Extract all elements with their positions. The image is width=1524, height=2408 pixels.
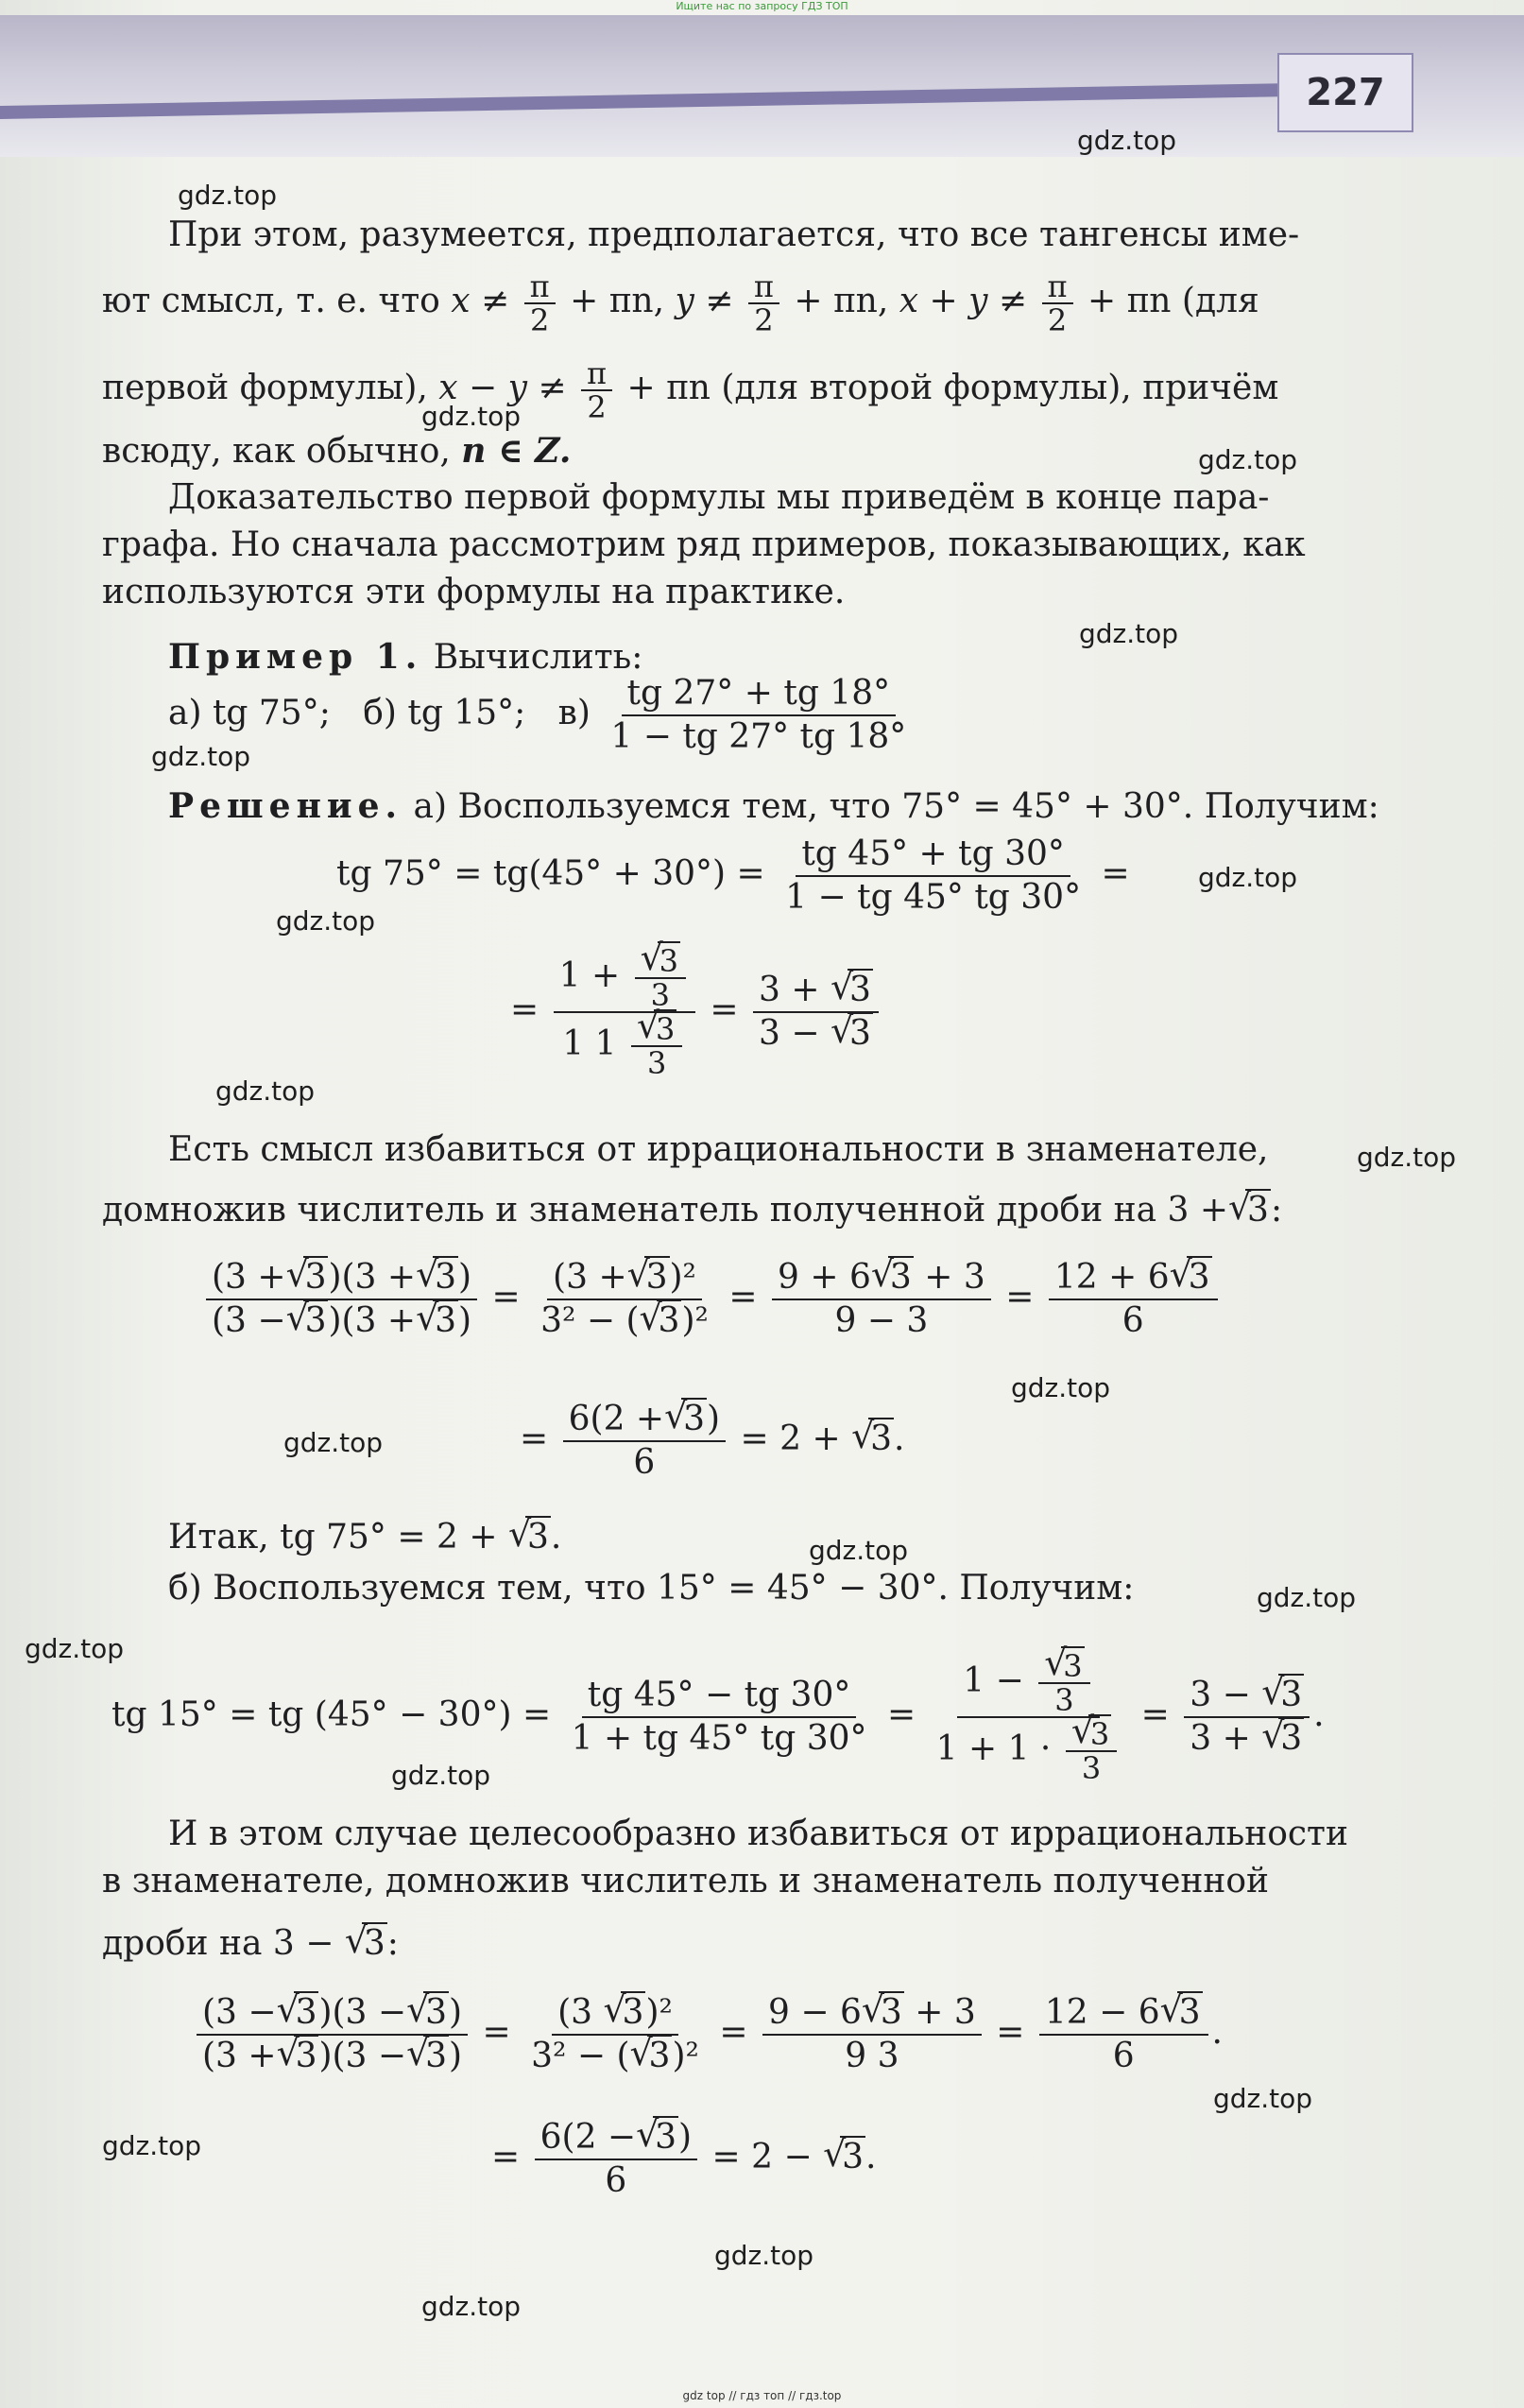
para1-line1: При этом, разумеется, предполагается, что все тангенсы име- xyxy=(168,215,1300,254)
watermark: gdz.top xyxy=(1213,2083,1313,2114)
watermark: gdz.top xyxy=(809,1535,909,1566)
example1-heading: Пример 1. Вычислить: xyxy=(168,637,643,677)
watermark: gdz.top xyxy=(151,741,251,772)
para1-line4: всюду, как обычно, n ∈ Z. xyxy=(102,431,572,471)
equation-tg15: tg 15° = tg (45° − 30°) = $\frac{tg 45^\circ - tg 30^\circ}{1 + tg 45^\circ tg 30^\circ}$ = 1 − √ $\frac{3}{3}$ 1 + 1 · √ $\frac{3}{3}$ = $\frac{3 - √ 3}{3 + √ 3}$ . xyxy=(111,1650,1325,1784)
pi-over-2: $\frac{\pi}{2}$ xyxy=(524,270,556,336)
footer[interactable]: gdz top // гдз топ // гдз.top xyxy=(682,2389,842,2402)
watermark: gdz.top xyxy=(1011,1372,1111,1403)
irrationality-text-4: в знаменателе, домножив числитель и знаменатель полученной xyxy=(102,1862,1270,1901)
pi-over-2: $\frac{\pi}{2}$ xyxy=(1042,270,1073,336)
para1-line2: ют смысл, т. е. что x ≠ $\frac{\pi}{2}$ + πn, y ≠ $\frac{\pi}{2}$ + πn, x + y ≠ $\frac{\pi}{2}$ + πn (для xyxy=(102,268,1259,338)
solution-b-intro: б) Воспользуемся тем, что 15° = 45° − 30°. Получим: xyxy=(168,1569,1135,1608)
para1-line3: первой формулы), x − y ≠ $\frac{\pi}{2}$ + πn (для второй формулы), причём xyxy=(102,355,1279,425)
watermark: gdz.top xyxy=(215,1075,316,1107)
header-stripe xyxy=(0,83,1294,119)
para2-line1: Доказательство первой формулы мы приведём в конце пара- xyxy=(168,478,1270,517)
para2-line3: используются эти формулы на практике. xyxy=(102,573,846,611)
watermark: gdz.top xyxy=(1198,444,1298,475)
equation-rationalize-a: $\frac{(3 +√ 3)(3 +√ 3)}{(3 -√ 3)(3 +√ 3)}$ = $\frac{\text{(3 +√ 3)²}}{\text{3² − (√ 3)²}}$ = $\frac{9 + 6√ 3 + 3}{9 - 3}$ = $\frac{12 + 6√ 3}{6}$ xyxy=(202,1257,1222,1342)
pi-over-2: $\frac{\pi}{2}$ xyxy=(581,357,612,423)
watermark: gdz.top xyxy=(178,180,278,211)
equation-tg75: tg 75° = tg(45° + 30°) = $\frac{tg 45^\circ + tg 30^\circ}{1 - tg 45^\circ tg 30^\circ}$ = xyxy=(336,834,1130,917)
top-banner[interactable]: Ищите нас по запросу ГДЗ ТОП xyxy=(676,0,848,12)
equation-rationalize-a-result: = $\frac{6(2 +√ 3)}{6}$ = 2 + √ 3. xyxy=(520,1399,904,1484)
page-number-box xyxy=(1277,53,1413,132)
equation-rationalize-b-result: = $\frac{6(2 -√ 3)}{6}$ = 2 − √ 3. xyxy=(491,2117,876,2202)
para2-line2: графа. Но сначала рассмотрим ряд примеров, показывающих, как xyxy=(102,525,1306,564)
watermark: gdz.top xyxy=(421,2291,522,2322)
watermark: gdz.top xyxy=(1257,1582,1357,1613)
watermark: gdz.top xyxy=(391,1760,491,1791)
page-number: 227 xyxy=(1306,71,1385,114)
watermark: gdz.top xyxy=(276,905,376,937)
irrationality-text-5: дроби на 3 − √ 3: xyxy=(102,1924,399,1964)
equation-rationalize-b: $\frac{(3 -√ 3)(3 -√ 3)}{(3 +√ 3)(3 -√ 3)}$ = $\frac{\text{(3 √ 3)²}}{\text{3² − (√ 3)²}}$ = $\frac{9 - 6√ 3 + 3}{9 3}$ = $\frac{12 - 6√ 3}{6}$ . xyxy=(193,1992,1223,2077)
equation-tg75-step2: = 1 + √ $\frac{3}{3}$ 1 1 √ $\frac{3}{3}$ = $\frac{3 + √ 3}{3 - √ 3}$ xyxy=(510,945,882,1079)
watermark: gdz.top xyxy=(1079,618,1179,649)
watermark: gdz.top xyxy=(714,2240,814,2271)
result-tg75: Итак, tg 75° = 2 + √ 3. xyxy=(168,1518,561,1557)
watermark: gdz.top xyxy=(1198,862,1298,893)
irrationality-text-3: И в этом случае целесообразно избавиться от иррациональности xyxy=(168,1815,1348,1853)
watermark: gdz.top xyxy=(1077,125,1177,156)
watermark: gdz.top xyxy=(25,1633,125,1664)
watermark: gdz.top xyxy=(102,2130,202,2161)
watermark: gdz.top xyxy=(421,401,522,432)
solution-a-intro: Решение. а) Воспользуемся тем, что 75° = 45° + 30°. Получим: xyxy=(168,786,1379,826)
example1-fraction: $\frac{tg 27^\circ + tg 18^\circ}{1 - tg 27^\circ tg 18^\circ}$ xyxy=(610,674,907,756)
irrationality-text-2: домножив числитель и знаменатель полученной дроби на 3 +√ 3: xyxy=(102,1191,1282,1230)
irrationality-text-1: Есть смысл избавиться от иррациональности в знаменателе, xyxy=(168,1130,1269,1169)
watermark: gdz.top xyxy=(1357,1142,1457,1173)
pi-over-2: $\frac{\pi}{2}$ xyxy=(748,270,779,336)
watermark: gdz.top xyxy=(283,1427,384,1458)
example1-items: а) tg 75°; б) tg 15°; в) $\frac{tg 27^\circ + tg 18^\circ}{1 - tg 27^\circ tg 18^\circ}$ xyxy=(168,673,916,758)
